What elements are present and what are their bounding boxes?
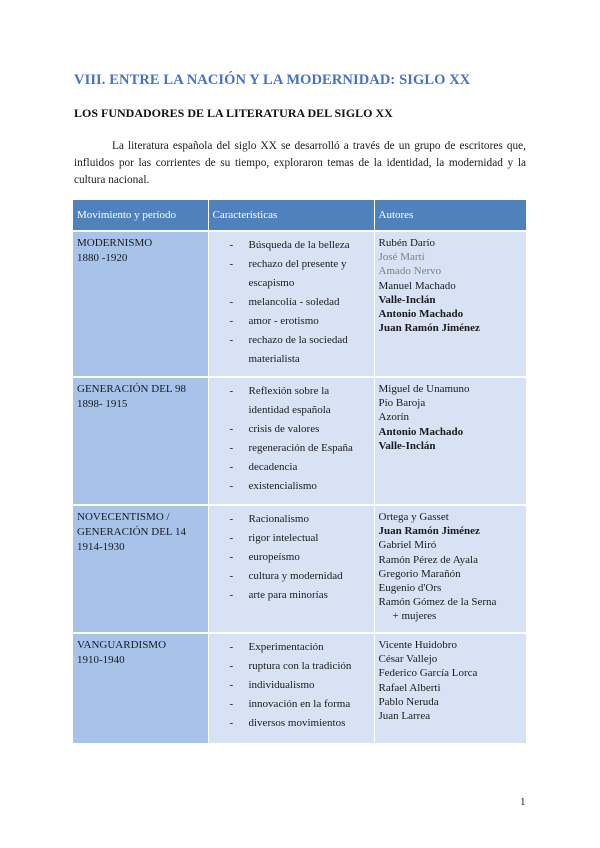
feature-item: - Racionalismo: [213, 510, 370, 529]
author-name: José Martí: [378, 251, 425, 264]
feature-item: - Experimentación: [213, 638, 370, 657]
literature-table: [73, 200, 527, 743]
feature-item: - Búsqueda de la belleza: [213, 236, 370, 255]
movement-period: 1914-1930: [77, 541, 125, 553]
table-row: [73, 377, 526, 505]
feature-item: - europeísmo: [213, 548, 370, 567]
author-name: Antonio Machado: [378, 425, 464, 438]
movement-name: NOVECENTISMO / GENERACIÓN DEL 14: [77, 511, 186, 538]
features-cell: [208, 633, 374, 743]
section-title: LOS FUNDADORES DE LA LITERATURA DEL SIGLO XX: [74, 106, 393, 120]
author-name: Juan Larrea: [378, 710, 431, 723]
feature-item: - arte para minorías: [213, 586, 370, 605]
feature-item: - regeneración de España: [213, 439, 370, 458]
features-cell: [208, 231, 374, 377]
author-name: Ramón Gómez de la Serna: [378, 596, 497, 609]
features-list: [213, 236, 370, 369]
authors-cell: [374, 633, 526, 743]
author-name: Juan Ramón Jiménez: [378, 525, 480, 538]
features-list: [213, 638, 370, 733]
features-cell: [208, 505, 374, 633]
author-name: Amado Nervo: [378, 265, 442, 278]
authors-cell: [374, 231, 526, 377]
author-name: César Vallejo: [378, 653, 438, 666]
author-name: Miguel de Unamuno: [378, 383, 470, 395]
feature-item: - rechazo de la sociedad materialista: [213, 331, 370, 369]
header-movement: Movimiento y período: [73, 200, 208, 231]
movement-name: MODERNISMO: [77, 237, 153, 249]
author-name: Valle-Inclán: [378, 293, 436, 306]
author-name: Federico García Lorca: [378, 667, 478, 680]
author-name: Gregorio Marañón: [378, 567, 461, 580]
table-row: [73, 505, 526, 633]
table-row: [73, 231, 526, 377]
feature-item: - cultura y modernidad: [213, 567, 370, 586]
author-name: Vicente Huidobro: [378, 639, 457, 651]
movement-cell: [73, 633, 208, 743]
feature-item: - rechazo del presente y escapismo: [213, 255, 370, 293]
authors-cell: [374, 505, 526, 633]
author-name: + mujeres: [392, 610, 437, 623]
intro-paragraph: La literatura española del siglo XX se desarrolló a través de un grupo de escritores que, influidos por las corrientes de su tiempo, exploraron temas de la identidad, la modernidad y la cultura nacional.: [74, 140, 526, 186]
chapter-title: VIII. ENTRE LA NACIÓN Y LA MODERNIDAD: SIGLO XX: [74, 72, 471, 88]
feature-item: - diversos movimientos: [213, 714, 370, 733]
feature-item: - decadencia: [213, 458, 370, 477]
feature-item: - melancolía - soledad: [213, 293, 370, 312]
movement-name: VANGUARDISMO: [77, 639, 167, 651]
table-body: [73, 231, 526, 743]
author-name: Manuel Machado: [378, 279, 456, 292]
author-name: Ramón Pérez de Ayala: [378, 553, 478, 566]
authors-cell: [374, 377, 526, 505]
feature-item: - individualismo: [213, 676, 370, 695]
movement-cell: [73, 231, 208, 377]
feature-item: - rigor intelectual: [213, 529, 370, 548]
movement-name: GENERACIÓN DEL 98: [77, 383, 186, 395]
movement-period: 1910-1940: [77, 654, 125, 666]
author-name: Valle-Inclán: [378, 439, 436, 452]
header-authors: Autores: [374, 200, 526, 231]
header-features: Características: [208, 200, 374, 231]
page-number: 1: [520, 796, 526, 808]
author-name: Rafael Alberti: [378, 681, 441, 694]
movement-period: 1880 -1920: [77, 252, 128, 264]
author-name: Eugenio d'Ors: [378, 582, 442, 595]
author-name: Azorín: [378, 411, 410, 424]
author-name: Rubén Darío: [378, 237, 436, 249]
feature-item: - innovación en la forma: [213, 695, 370, 714]
movement-cell: [73, 505, 208, 633]
author-name: Pío Baroja: [378, 397, 426, 410]
feature-item: - crisis de valores: [213, 420, 370, 439]
feature-item: - existencialismo: [213, 477, 370, 496]
author-name: Pablo Neruda: [378, 695, 439, 708]
author-name: Gabriel Miró: [378, 539, 437, 552]
movement-period: 1898- 1915: [77, 398, 128, 410]
features-list: [213, 382, 370, 496]
table-header-row: [73, 200, 526, 231]
table-row: [73, 633, 526, 743]
author-name: Antonio Machado: [378, 308, 464, 321]
author-name: Juan Ramón Jiménez: [378, 322, 480, 335]
feature-item: - ruptura con la tradición: [213, 657, 370, 676]
movement-cell: [73, 377, 208, 505]
feature-item: - Reflexión sobre la identidad española: [213, 382, 370, 420]
feature-item: - amor - erotismo: [213, 312, 370, 331]
features-cell: [208, 377, 374, 505]
features-list: [213, 510, 370, 605]
author-name: Ortega y Gasset: [378, 511, 449, 523]
